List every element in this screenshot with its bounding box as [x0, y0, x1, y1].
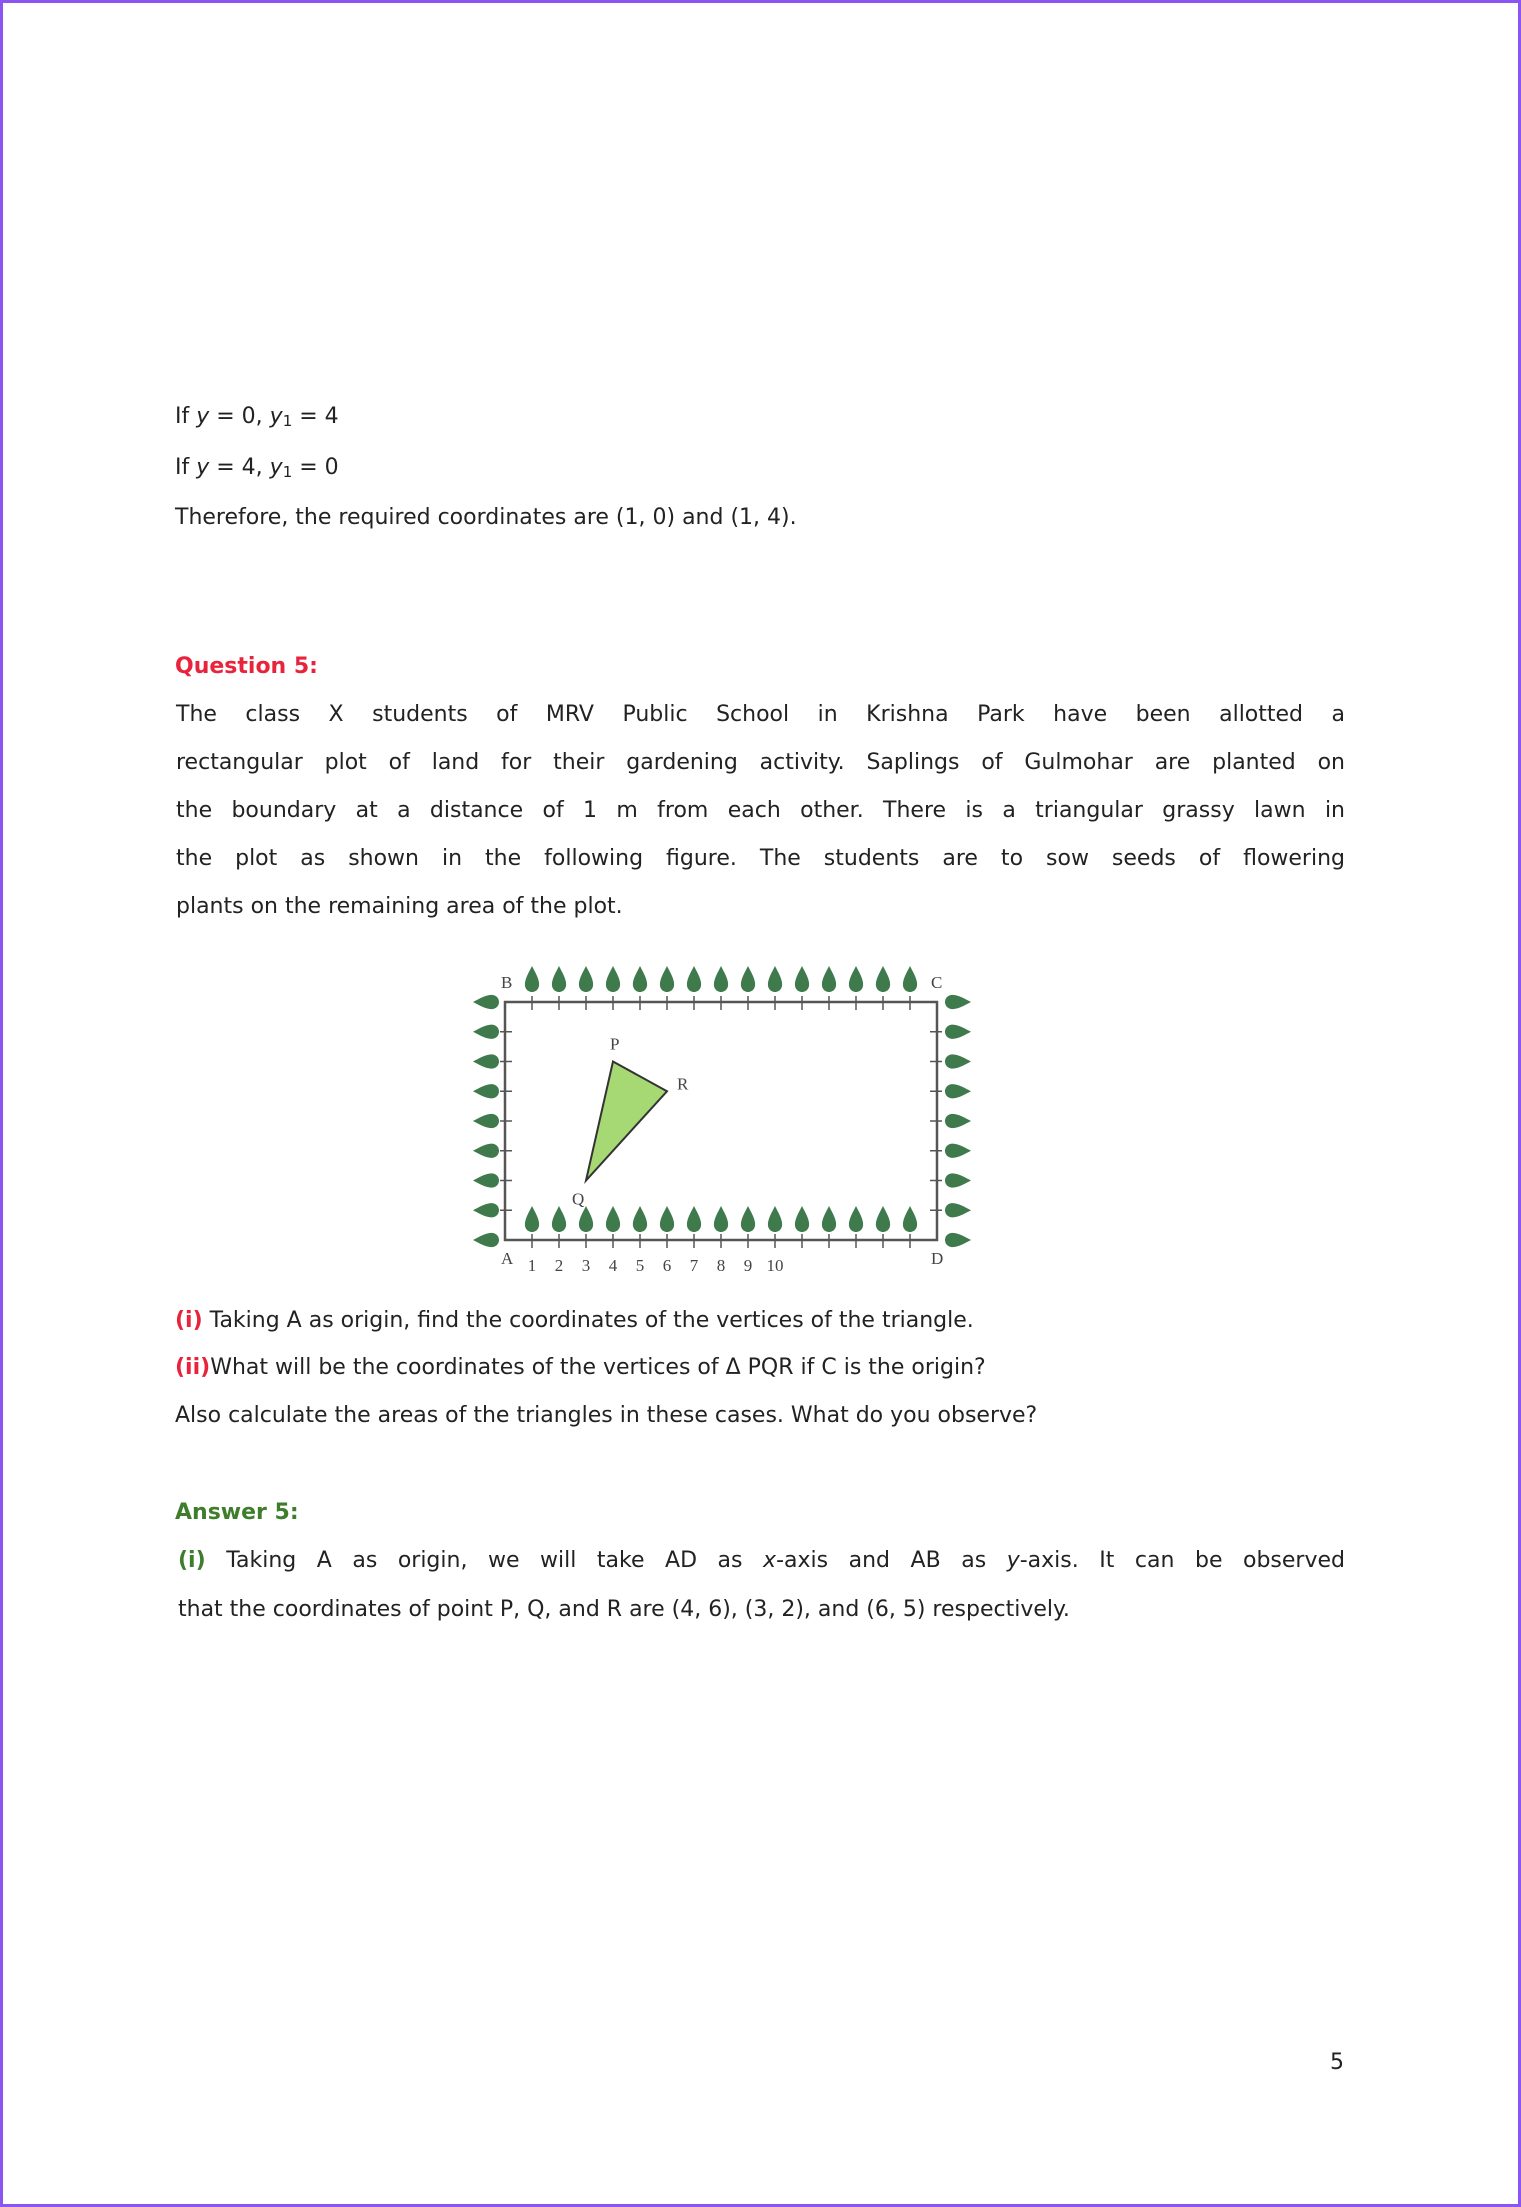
question-part-i: (i) Taking A as origin, find the coordinates of the vertices of the triangle.: [175, 1308, 974, 1333]
plot-boundary: [505, 1002, 937, 1240]
tree-icon: [945, 1144, 971, 1158]
tree-icon: [473, 1203, 499, 1217]
question-line: the plot as shown in the following figure. The students are to sow seeds of flowering: [176, 846, 1345, 871]
tree-icon: [687, 966, 701, 992]
tree-icon: [741, 966, 755, 992]
tree-icon: [579, 966, 593, 992]
tree-icon: [945, 1054, 971, 1068]
conclusion-text: Therefore, the required coordinates are (1, 0) and (1, 4).: [175, 505, 797, 530]
tree-icon: [795, 1206, 809, 1232]
answer-heading: Answer 5:: [175, 1500, 299, 1525]
tree-icon: [795, 966, 809, 992]
vertex-label-q: Q: [572, 1189, 585, 1209]
tree-icon: [473, 1084, 499, 1098]
tree-icon: [473, 1114, 499, 1128]
tree-icon: [473, 1054, 499, 1068]
tree-icon: [473, 1173, 499, 1187]
tree-icon: [473, 995, 499, 1009]
tree-icon: [849, 966, 863, 992]
corner-label-c: C: [931, 973, 943, 992]
tick-label: 5: [635, 1256, 645, 1275]
tree-icon: [768, 966, 782, 992]
tree-icon: [768, 1206, 782, 1232]
question-followup: Also calculate the areas of the triangles in these cases. What do you observe?: [175, 1403, 1038, 1428]
tick-label: 7: [689, 1256, 699, 1275]
tree-icon: [552, 1206, 566, 1232]
tree-icon: [945, 1203, 971, 1217]
tree-icon: [606, 966, 620, 992]
tick-label: 4: [608, 1256, 618, 1275]
question-line: rectangular plot of land for their gardening activity. Saplings of Gulmohar are planted on: [176, 750, 1345, 775]
tree-icon: [741, 1206, 755, 1232]
tree-icon: [945, 1025, 971, 1039]
tree-icon: [903, 966, 917, 992]
tree-icon: [525, 966, 539, 992]
tree-icon: [945, 1233, 971, 1247]
vertex-label-r: R: [677, 1074, 689, 1094]
tree-icon: [473, 1144, 499, 1158]
tree-icon: [945, 1084, 971, 1098]
page-number: 5: [1330, 2050, 1344, 2075]
tick-label: 9: [743, 1256, 753, 1275]
corner-label-d: D: [931, 1249, 944, 1268]
question-heading: Question 5:: [175, 654, 318, 679]
equation-line-2: If y = 4, $y_1 = 0$: [175, 455, 339, 481]
tree-icon: [579, 1206, 593, 1232]
tree-icon: [660, 1206, 674, 1232]
tree-icon: [945, 1114, 971, 1128]
triangle-lawn: [586, 1062, 667, 1181]
tree-icon: [945, 1173, 971, 1187]
garden-plot-figure: [460, 950, 1070, 1285]
tree-icon: [876, 1206, 890, 1232]
tick-label: 6: [662, 1256, 672, 1275]
tree-icon: [876, 966, 890, 992]
tree-icon: [687, 1206, 701, 1232]
equation-line-1: If y = 0, $y_1 = 4$: [175, 404, 339, 430]
tree-icon: [633, 966, 647, 992]
tick-label: 1: [527, 1256, 537, 1275]
tree-icon: [714, 1206, 728, 1232]
vertex-label-p: P: [610, 1034, 620, 1054]
tree-icon: [849, 1206, 863, 1232]
tree-icon: [473, 1025, 499, 1039]
tick-label: 2: [554, 1256, 564, 1275]
question-line: the boundary at a distance of 1 m from each other. There is a triangular grassy lawn in: [176, 798, 1345, 823]
answer-line-2: that the coordinates of point P, Q, and R are (4, 6), (3, 2), and (6, 5) respectively.: [178, 1597, 1070, 1622]
corner-label-a: A: [501, 1249, 514, 1268]
corner-label-b: B: [501, 973, 513, 992]
question-line: plants on the remaining area of the plot.: [176, 894, 623, 919]
tree-icon: [525, 1206, 539, 1232]
answer-line-1: (i) Taking A as origin, we will take AD as x-axis and AB as y-axis. It can be observed: [178, 1548, 1345, 1573]
tree-icon: [473, 1233, 499, 1247]
tree-icon: [822, 1206, 836, 1232]
tree-icon: [903, 1206, 917, 1232]
tree-icon: [633, 1206, 647, 1232]
question-part-ii: (ii)What will be the coordinates of the vertices of Δ PQR if C is the origin?: [175, 1355, 986, 1380]
tree-icon: [660, 966, 674, 992]
tree-icon: [606, 1206, 620, 1232]
tree-icon: [945, 995, 971, 1009]
tick-label: 10: [766, 1256, 784, 1275]
tick-label: 8: [716, 1256, 726, 1275]
tree-icon: [822, 966, 836, 992]
tree-icon: [552, 966, 566, 992]
question-line: The class X students of MRV Public School in Krishna Park have been allotted a: [176, 702, 1345, 727]
tree-icon: [714, 966, 728, 992]
tick-label: 3: [581, 1256, 591, 1275]
